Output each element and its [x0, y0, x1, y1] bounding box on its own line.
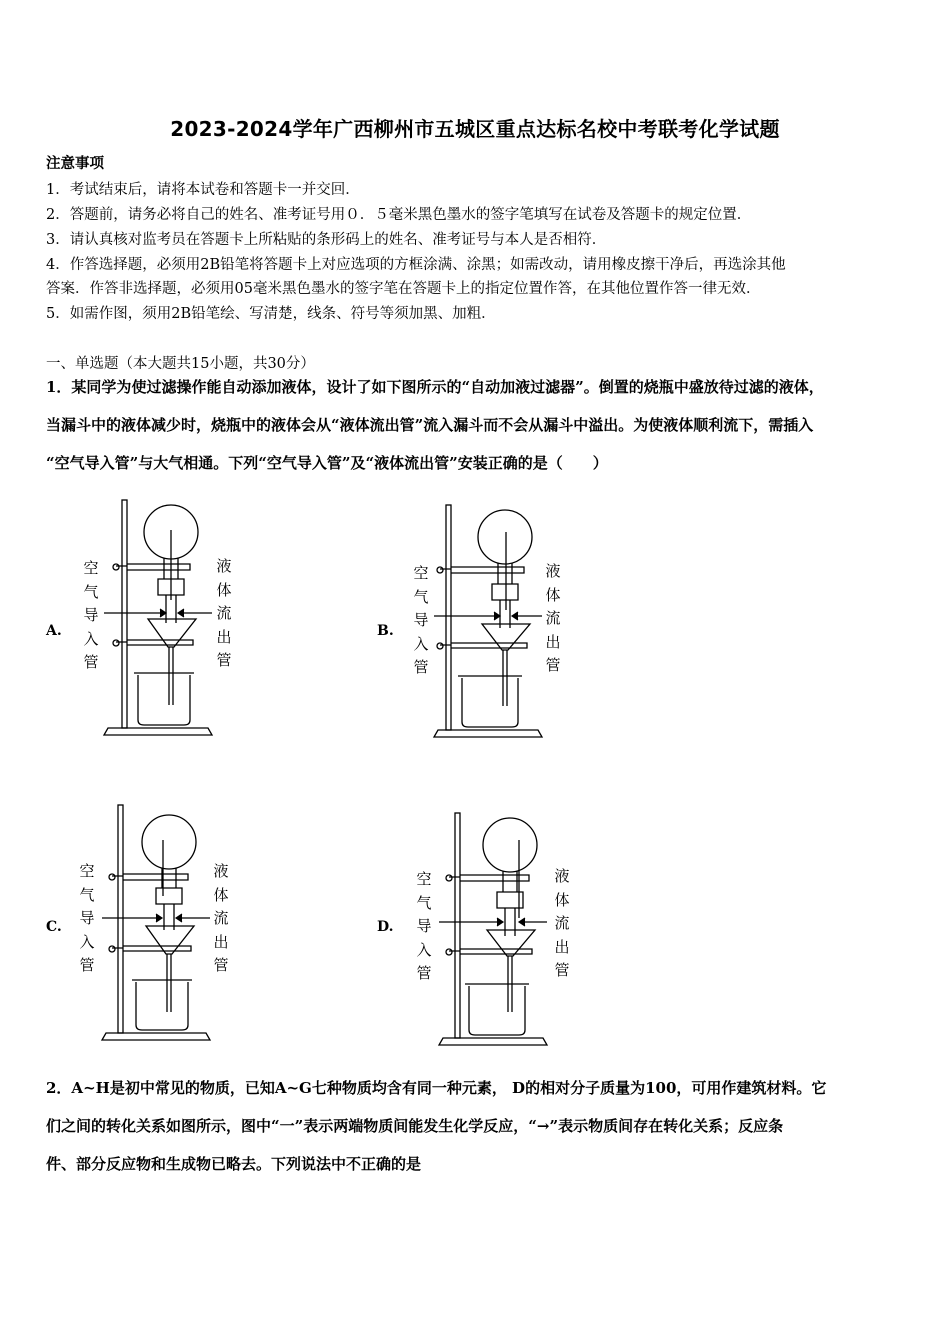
question-1-text: 1．某同学为使过滤操作能自动添加液体，设计了如下图所示的“自动加液过滤器”。倒置的烧瓶中盛放待过滤的液体， [46, 378, 824, 396]
air-inlet-tube-label: 空气导入管 [416, 870, 432, 982]
question-1-text: “空气导入管”与大气相通。下列“空气导入管”及“液体流出管”安装正确的是（ ） [46, 454, 608, 472]
notice-item: 2．答题前，请务必将自己的姓名、准考证号用０．５毫米黑色墨水的签字笔填写在试卷及答题卡的规定位置． [46, 207, 752, 223]
notice-item: 1．考试结束后，请将本试卷和答题卡一并交回． [46, 182, 360, 198]
air-inlet-tube-label: 空气导入管 [83, 559, 99, 671]
air-inlet-tube-label: 空气导入管 [79, 862, 95, 974]
page-title: 2023-2024学年广西柳州市五城区重点达标名校中考联考化学试题 [170, 117, 780, 141]
air-inlet-tube-label: 空气导入管 [413, 564, 429, 676]
liquid-outlet-tube-label: 液体流出管 [216, 557, 232, 669]
liquid-outlet-tube-label: 液体流出管 [213, 862, 229, 974]
option-a-label[interactable]: A. [46, 623, 62, 639]
liquid-outlet-tube-label: 液体流出管 [545, 562, 561, 674]
notice-item: 3．请认真核对监考员在答题卡上所粘贴的条形码上的姓名、准考证号与本人是否相符． [46, 232, 607, 248]
section-heading: 一、单选题（本大题共15小题，共30分） [46, 356, 315, 372]
notice-item: 4．作答选择题，必须用2B铅笔将答题卡上对应选项的方框涂满、涂黑；如需改动，请用橡皮擦干净后，再选涂其他 [46, 257, 786, 273]
question-2-text: 件、部分反应物和生成物已略去。下列说法中不正确的是 [46, 1155, 422, 1173]
option-c-label[interactable]: C. [46, 919, 62, 935]
option-b-label[interactable]: B. [377, 623, 394, 639]
option-c-apparatus-diagram [98, 800, 213, 1045]
notice-item: 5．如需作图，须用2B铅笔绘、写清楚，线条、符号等须加黑、加粗． [46, 306, 496, 322]
question-2-text: 们之间的转化关系如图所示，图中“一”表示两端物质间能发生化学反应，“→”表示物质间存在转化关系；反应条 [46, 1117, 784, 1135]
notice-item: 答案．作答非选择题，必须用05毫米黑色墨水的签字笔在答题卡上的指定位置作答，在其他位置作答一律无效． [46, 281, 761, 297]
liquid-outlet-tube-label: 液体流出管 [554, 867, 570, 979]
option-d-label[interactable]: D. [377, 919, 394, 935]
question-2-text: 2．A~H是初中常见的物质，已知A~G七种物质均含有同一种元素， D的相对分子质量为100，可用作建筑材料。它 [46, 1079, 827, 1097]
option-b-apparatus-diagram [430, 500, 545, 745]
question-1-text: 当漏斗中的液体减少时，烧瓶中的液体会从“液体流出管”流入漏斗而不会从漏斗中溢出。为使液体顺利流下，需插入 [46, 416, 814, 434]
option-a-apparatus-diagram [100, 495, 215, 740]
option-d-apparatus-diagram [435, 808, 550, 1053]
notice-heading: 注意事项 [46, 155, 104, 172]
